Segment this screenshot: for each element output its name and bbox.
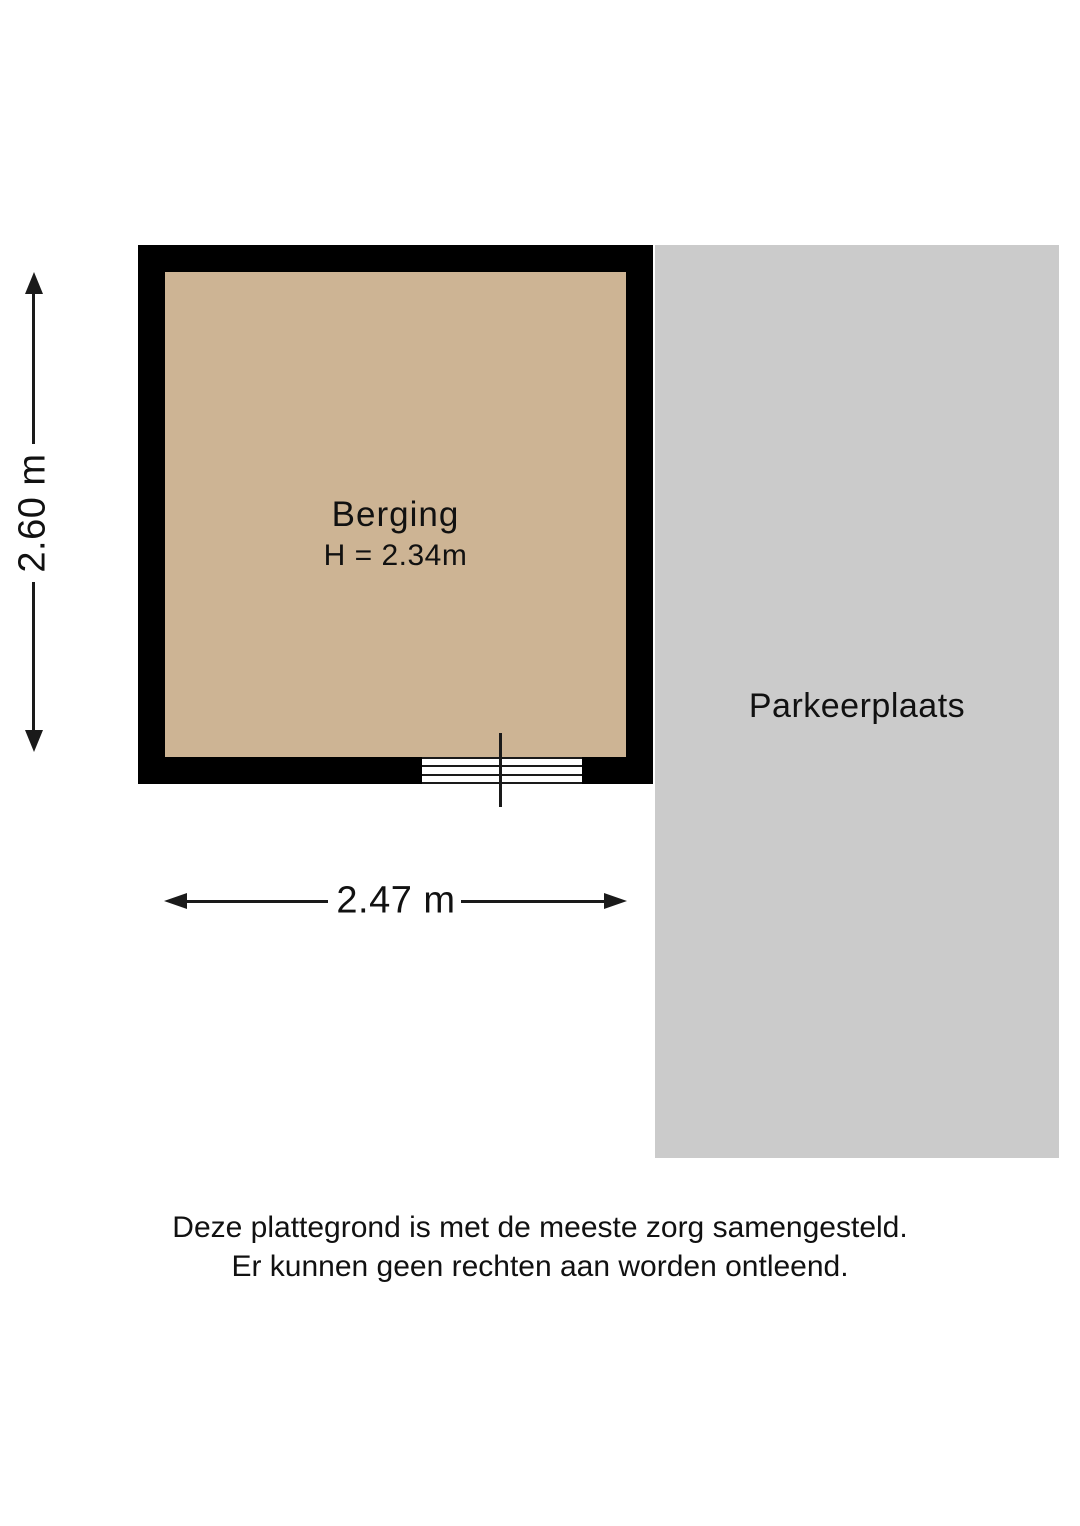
horizontal-dimension-label: 2.47 m — [336, 879, 456, 922]
parkeerplaats-label-wrap — [655, 686, 1059, 726]
horizontal-dimension-line — [187, 900, 328, 903]
vertical-dimension-line — [32, 582, 35, 732]
parkeerplaats-label: Parkeerplaats — [748, 687, 966, 725]
door-threshold-line — [422, 765, 582, 767]
arrow-left-icon — [164, 893, 187, 909]
vertical-dimension-label: 2.60 m — [11, 453, 54, 573]
door-opening — [422, 757, 582, 784]
door-divider-line — [499, 733, 502, 807]
door-threshold-line — [422, 757, 582, 759]
arrow-right-icon — [604, 893, 627, 909]
berging-ceiling-height-label: H = 2.34m — [323, 539, 468, 572]
door-threshold-line — [422, 774, 582, 776]
berging-label-wrap — [138, 494, 653, 574]
disclaimer — [0, 1208, 1080, 1286]
disclaimer-line-2: Er kunnen geen rechten aan worden ontleend. — [231, 1250, 849, 1283]
berging-room-label: Berging — [331, 495, 460, 534]
door-threshold-line — [422, 782, 582, 784]
disclaimer-line-1: Deze plattegrond is met de meeste zorg samengesteld. — [172, 1211, 908, 1244]
arrow-down-icon — [25, 730, 43, 752]
horizontal-dimension-line — [461, 900, 604, 903]
arrow-up-icon — [25, 272, 43, 294]
vertical-dimension-line — [32, 292, 35, 444]
